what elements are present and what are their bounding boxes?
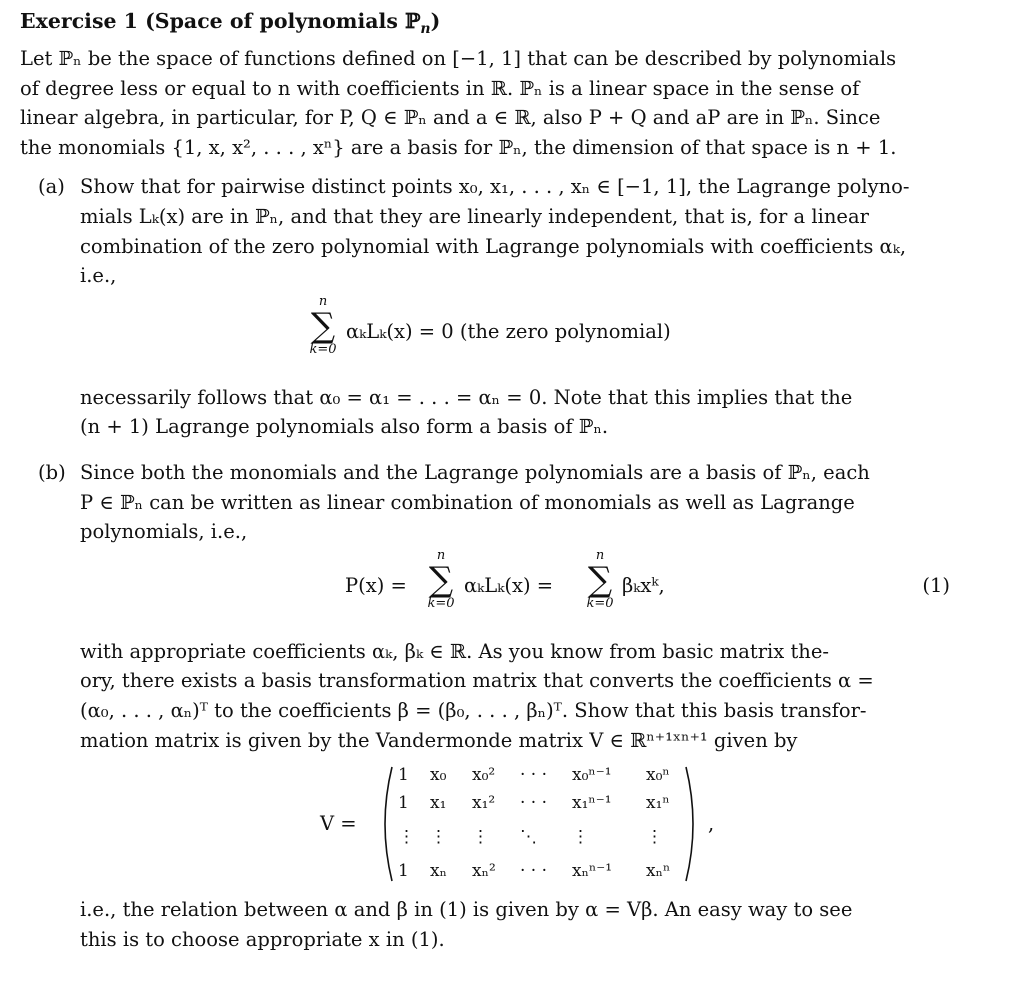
- matrix-cell: ⋮: [572, 827, 589, 848]
- sum-lower-limit: k=0: [586, 595, 614, 611]
- exercise-page: [20, 6, 950, 954]
- matrix-trailing-comma: ,: [708, 812, 715, 836]
- matrix-cell: · · ·: [520, 765, 548, 786]
- vandermonde-matrix: [80, 759, 950, 889]
- equation-number: (1): [922, 573, 950, 597]
- matrix-cell: x₀ⁿ⁻¹: [572, 765, 612, 786]
- matrix-cell: ⋱: [520, 827, 537, 848]
- matrix-cell: xₙ²: [472, 861, 496, 882]
- part-b-line: this is to choose appropriate x in (1).: [80, 927, 445, 951]
- matrix-cell: ⋮: [398, 827, 415, 848]
- matrix-cell: x₁ⁿ: [646, 793, 670, 814]
- part-a-equation-body: αₖLₖ(x) = 0 (the zero polynomial): [346, 319, 671, 343]
- part-a-line: combination of the zero polynomial with Lagrange polynomials with coefficients αₖ,: [80, 234, 907, 258]
- matrix-cell: · · ·: [520, 861, 548, 882]
- part-b-line: mation matrix is given by the Vandermonde matrix V ∈ ℝⁿ⁺¹ˣⁿ⁺¹ given by: [80, 728, 798, 752]
- matrix-cell: · · ·: [520, 793, 548, 814]
- matrix-cell: ⋮: [430, 827, 447, 848]
- exercise-title-close: ): [430, 9, 441, 33]
- part-b: [20, 458, 950, 954]
- sigma-glyph: ∑: [428, 559, 454, 600]
- intro-line: the monomials {1, x, x², . . . , xⁿ} are a basis for ℙₙ, the dimension of that space is n + 1.: [20, 135, 897, 159]
- intro-line: of degree less or equal to n with coefficients in ℝ. ℙₙ is a linear space in the sense of: [20, 76, 860, 100]
- eq1-rhs: βₖxᵏ,: [622, 573, 665, 597]
- part-a: [20, 172, 950, 442]
- part-a-line: (n + 1) Lagrange polynomials also form a basis of ℙₙ.: [80, 415, 609, 439]
- matrix-cell: 1: [398, 765, 409, 786]
- part-b-line: with appropriate coefficients αₖ, βₖ ∈ ℝ. As you know from basic matrix the-: [80, 639, 829, 663]
- sum-upper-limit: n: [595, 547, 605, 563]
- sum-lower-limit: k=0: [427, 595, 455, 611]
- exercise-title-sub: n: [420, 21, 431, 38]
- part-a-body: [80, 172, 950, 442]
- sum-lower-limit: k=0: [309, 341, 337, 357]
- part-b-line: P ∈ ℙₙ can be written as linear combination of monomials as well as Lagrange: [80, 490, 855, 514]
- part-a-line: mials Lₖ(x) are in ℙₙ, and that they are linearly independent, that is, for a linear: [80, 205, 869, 229]
- matrix-cell: ⋮: [472, 827, 489, 848]
- matrix-cell: xₙ: [430, 861, 447, 882]
- part-b-line: i.e., the relation between α and β in (1) is given by α = Vβ. An easy way to see: [80, 898, 853, 922]
- matrix-cell: 1: [398, 793, 409, 814]
- sum-upper-limit: n: [318, 293, 328, 309]
- sum-symbol: [585, 549, 615, 611]
- sigma-glyph: ∑: [587, 559, 613, 600]
- intro-paragraph: [20, 44, 950, 162]
- part-a-label: (a): [38, 175, 65, 199]
- part-b-body: [80, 458, 950, 954]
- matrix-cell: ⋮: [646, 827, 663, 848]
- part-a-line: i.e.,: [80, 264, 117, 288]
- matrix-cell: x₀ⁿ: [646, 765, 670, 786]
- exercise-title-text: Exercise 1 (Space of polynomials ℙ: [20, 9, 421, 33]
- part-a-line: Show that for pairwise distinct points x₀, x₁, . . . , xₙ ∈ [−1, 1], the Lagrange polyno-: [80, 175, 910, 199]
- part-b-line: (α₀, . . . , αₙ)ᵀ to the coefficients β = (β₀, . . . , βₙ)ᵀ. Show that this basis transfor-: [80, 699, 867, 722]
- matrix-lhs: V =: [320, 812, 357, 836]
- sum-symbol: [426, 549, 456, 611]
- exercise-title: [20, 6, 950, 44]
- matrix-cell: xₙⁿ⁻¹: [572, 861, 613, 882]
- part-b-label: (b): [38, 461, 66, 485]
- matrix-cell: x₁²: [472, 793, 496, 814]
- eq1-middle: αₖLₖ(x) =: [464, 573, 554, 597]
- intro-line: linear algebra, in particular, for P, Q ∈ ℙₙ and a ∈ ℝ, also P + Q and aP are in ℙₙ. Since: [20, 106, 881, 130]
- part-a-equation: [80, 293, 950, 379]
- intro-line: Let ℙₙ be the space of functions defined on [−1, 1] that can be described by polynomials: [20, 47, 897, 71]
- part-b-line: ory, there exists a basis transformation matrix that converts the coefficients α =: [80, 669, 874, 693]
- sum-upper-limit: n: [436, 547, 446, 563]
- right-paren: [686, 767, 693, 881]
- eq1-lhs: P(x) =: [345, 573, 407, 597]
- equation-1: [80, 549, 950, 633]
- matrix-cell: x₁: [430, 793, 447, 814]
- sum-symbol: [308, 295, 338, 357]
- left-paren: [385, 767, 392, 881]
- part-a-line: necessarily follows that α₀ = α₁ = . . . = αₙ = 0. Note that this implies that the: [80, 385, 853, 409]
- matrix-cell: 1: [398, 861, 409, 882]
- part-b-line: Since both the monomials and the Lagrange polynomials are a basis of ℙₙ, each: [80, 461, 870, 485]
- matrix-cell: x₀: [430, 765, 447, 786]
- matrix-cell: x₀²: [472, 765, 496, 786]
- part-b-line: polynomials, i.e.,: [80, 520, 248, 544]
- matrix-cell: x₁ⁿ⁻¹: [572, 793, 612, 814]
- sigma-glyph: ∑: [310, 305, 336, 346]
- matrix-cell: xₙⁿ: [646, 861, 671, 882]
